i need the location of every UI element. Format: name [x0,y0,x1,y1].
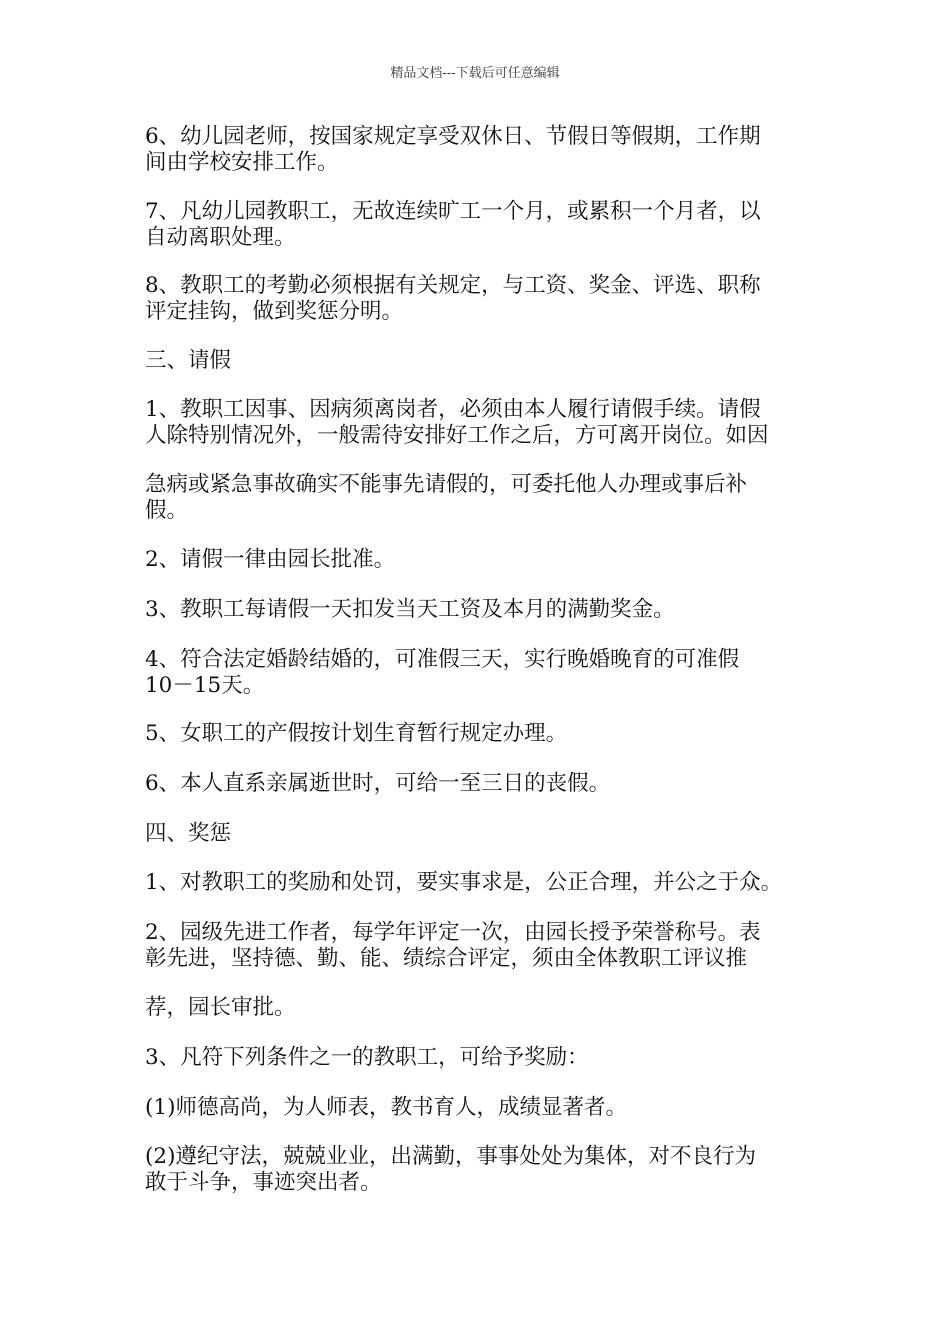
text-line: 3、教职工每请假一天扣发当天工资及本月的满勤奖金。 [145,597,675,622]
text-line: 5、女职工的产假按计划生育暂行规定办理。 [145,721,568,746]
text-line: 7、凡幼儿园教职工，无故连续旷工一个月，或累积一个月者，以 [145,199,761,224]
paragraph [145,1045,815,1071]
text-line: (1)师德高尚，为人师表，教书育人，成绩显著者。 [145,1095,627,1120]
text-line: 10－15天。 [145,673,265,698]
text-line: 3、凡符下列条件之一的教职工，可给予奖励： [145,1045,589,1070]
text-line: 1、对教职工的奖励和处罚，要实事求是，公正合理，并公之于众。 [145,870,783,895]
text-line: 人除特别情况外，一般需待安排好工作之后，方可离开岗位。如因 [145,423,769,448]
text-line: 1、教职工因事、因病须离岗者，必须由本人履行请假手续。请假 [145,397,761,422]
paragraph [145,920,815,972]
paragraph [145,870,815,896]
paragraph [145,995,815,1021]
text-line: 6、幼儿园老师，按国家规定享受双休日、节假日等假期，工作期 [145,124,761,149]
paragraph [145,647,815,699]
section-heading [145,348,815,374]
text-line: 2、请假一律由园长批准。 [145,547,396,572]
paragraph [145,124,815,176]
paragraph [145,1095,815,1121]
text-line: 四、奖惩 [145,821,232,846]
paragraph [145,721,815,747]
paragraph [145,273,815,325]
text-line: (2)遵纪守法，兢兢业业，出满勤，事事处处为集体，对不良行为 [145,1144,756,1169]
text-line: 评定挂钩，做到奖惩分明。 [145,299,404,324]
paragraph [145,199,815,251]
text-line: 荐，园长审批。 [145,995,296,1020]
text-line: 三、请假 [145,348,232,373]
text-line: 2、园级先进工作者，每学年评定一次，由园长授予荣誉称号。表 [145,920,761,945]
text-line: 间由学校安排工作。 [145,150,339,175]
paragraph [145,771,815,797]
paragraph [145,597,815,623]
text-line: 6、本人直系亲属逝世时，可给一至三日的丧假。 [145,771,611,796]
text-line: 自动离职处理。 [145,225,296,250]
section-heading [145,821,815,847]
text-line: 假。 [145,498,189,523]
paragraph [145,397,815,449]
text-line: 4、符合法定婚龄结婚的，可准假三天，实行晚婚晚育的可准假 [145,647,740,672]
text-line: 急病或紧急事故确实不能事先请假的，可委托他人办理或事后补 [145,472,748,497]
text-line: 8、教职工的考勤必须根据有关规定，与工资、奖金、评选、职称 [145,273,761,298]
paragraph [145,1144,815,1196]
text-line: 彰先进，坚持德、勤、能、绩综合评定，须由全体教职工评议推 [145,946,748,971]
page-header: 精品文档---下载后可任意编辑 [390,66,560,81]
paragraph [145,547,815,573]
text-line: 敢于斗争，事迹突出者。 [145,1170,382,1195]
paragraph [145,472,815,524]
